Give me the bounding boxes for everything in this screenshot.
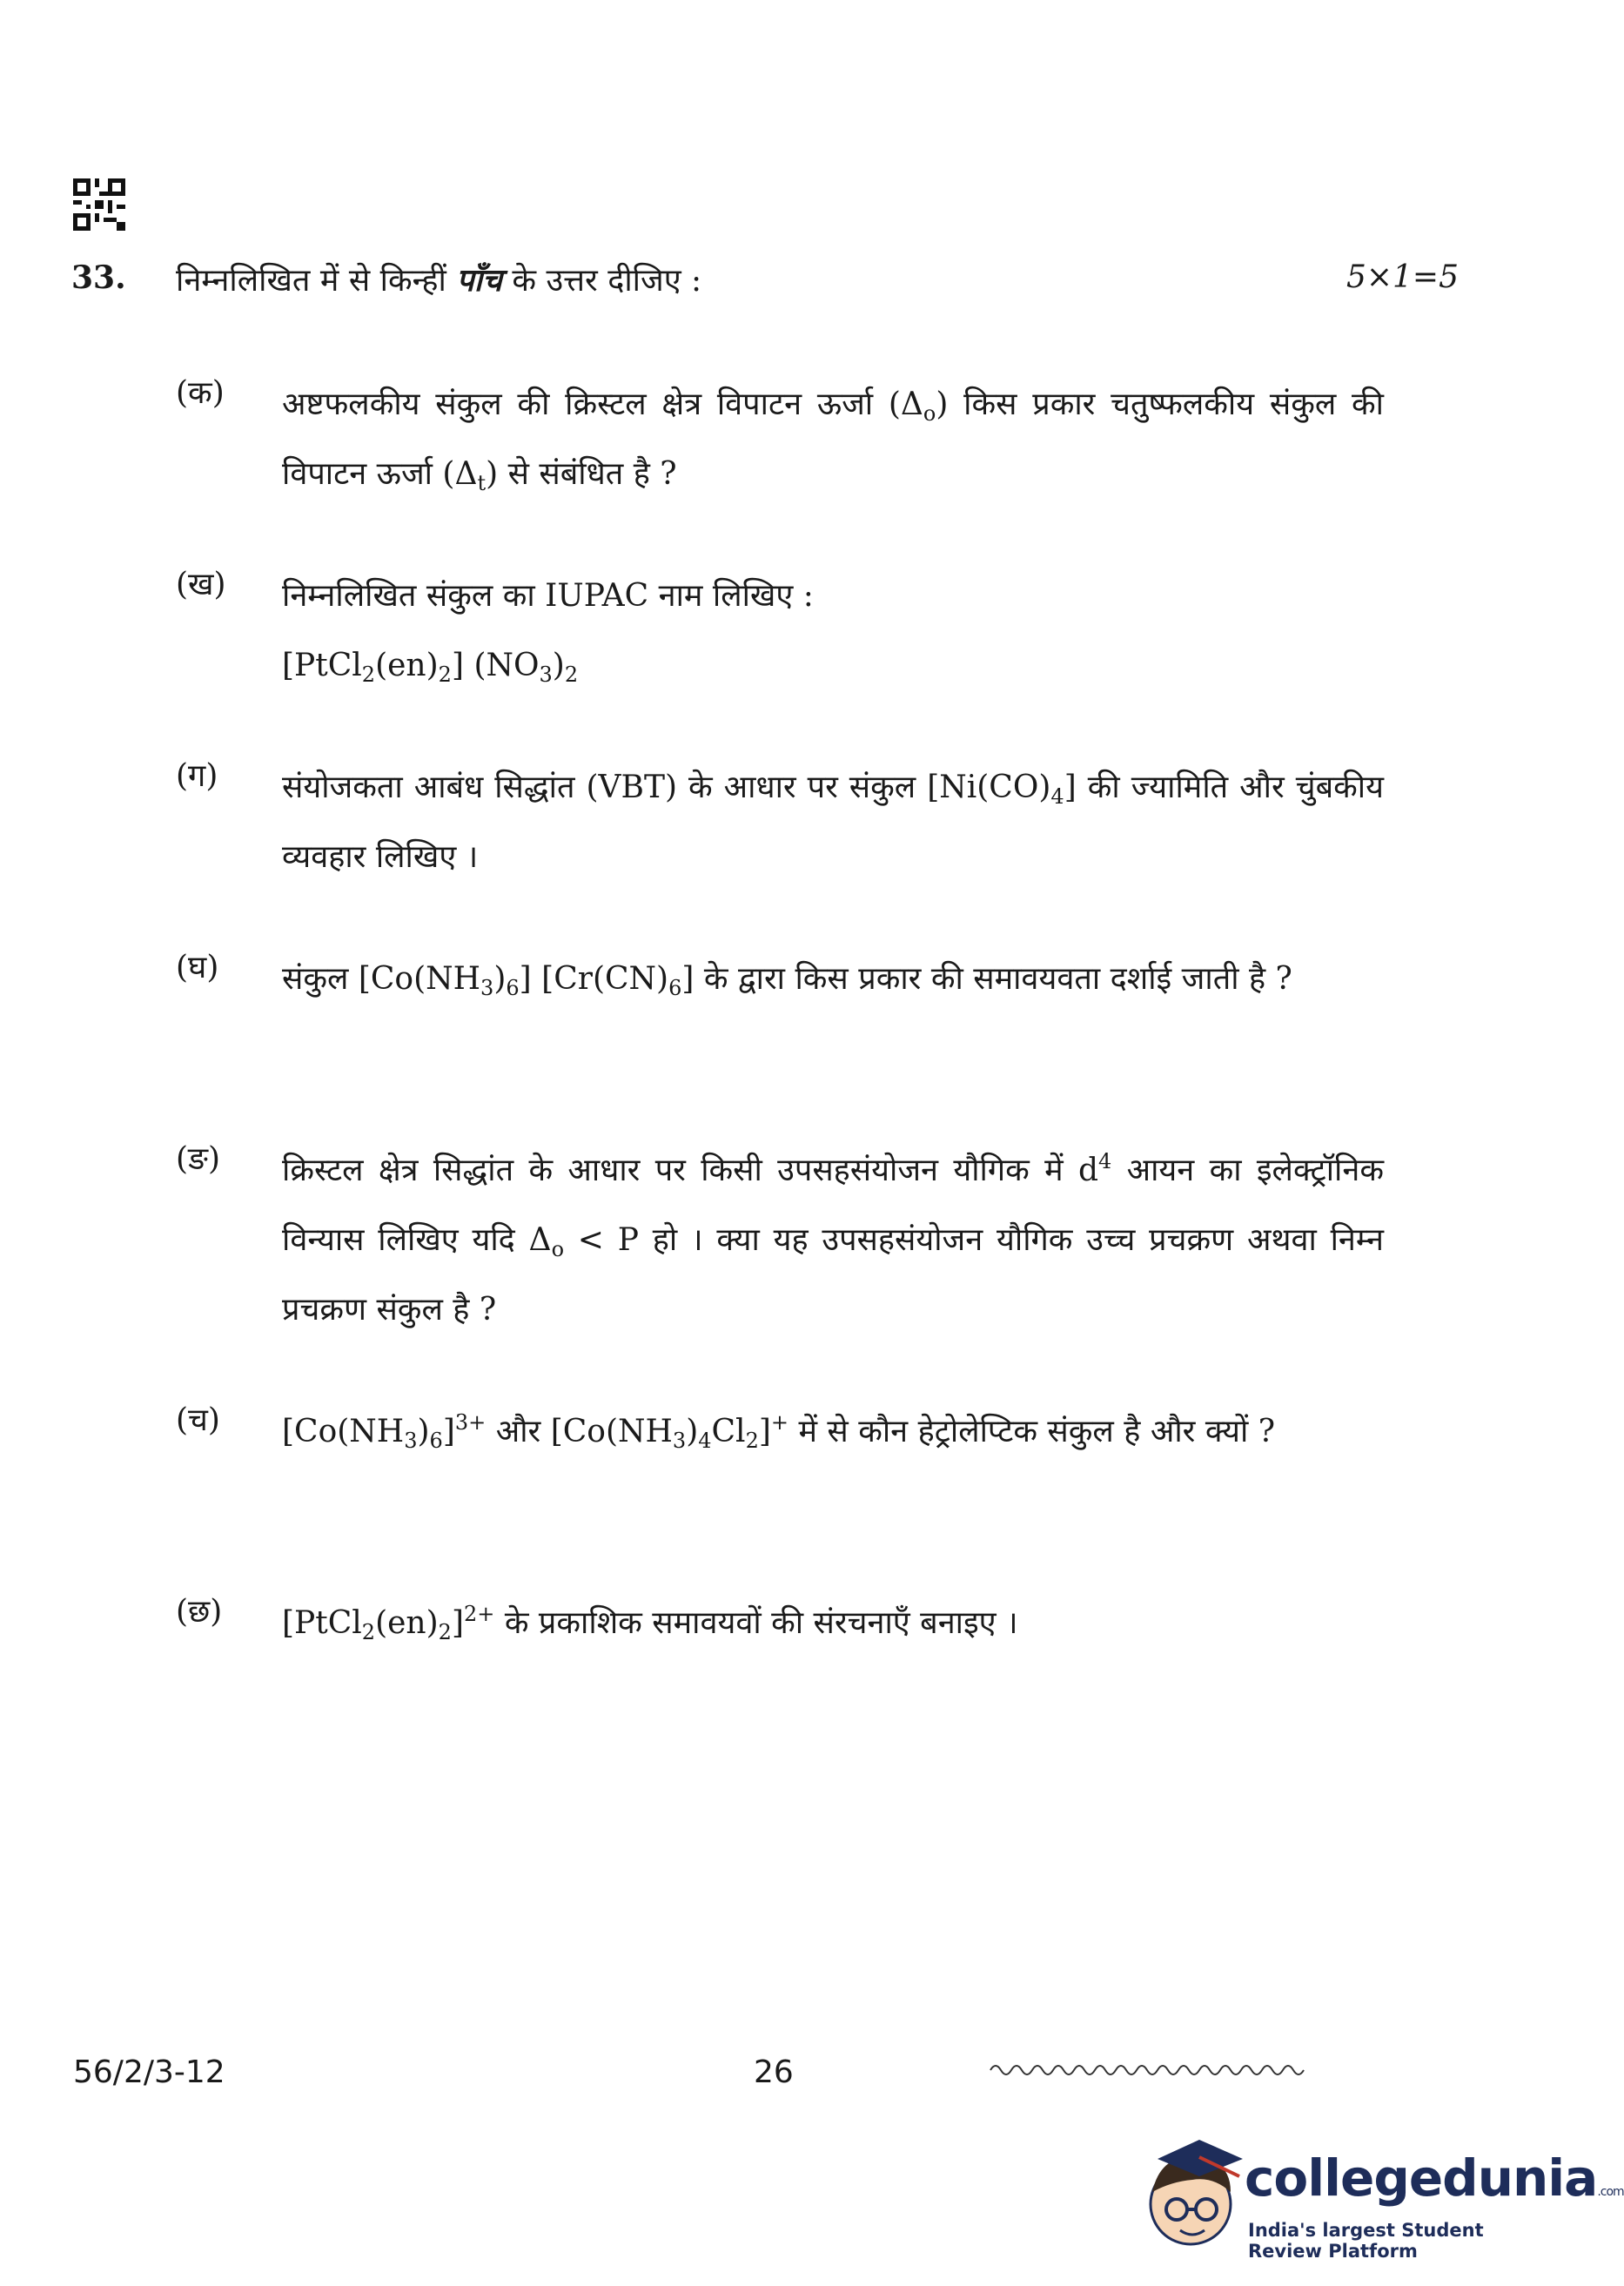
question-number: 33. (71, 259, 126, 296)
brand-name: collegedunia.com (1245, 2148, 1624, 2208)
sub-question-label: (ख) (176, 567, 226, 602)
sub-question-label: (छ) (176, 1594, 223, 1630)
sub-question-text: संकुल $[Co(NH_3)_6]$ $[Cr(CN)_6]$ के द्वारा किस प्रकार की समावयवता दर्शाई जाती है ? (282, 961, 1292, 1000)
instruction-emphasis: पाँच (456, 262, 502, 299)
chemical-formula: $[PtCl_2(en)_2]$ $(NO_3)_2$ (282, 648, 579, 687)
sub-question-label: (क) (176, 375, 225, 411)
instruction-text: निम्नलिखित में से किन्हीं (176, 263, 446, 299)
instruction-text-end: के उत्तर दीजिए : (512, 263, 702, 299)
page-number: 26 (754, 2054, 794, 2090)
marks-allocation: 5×1=5 (1346, 259, 1459, 295)
sub-question-text (282, 561, 1384, 701)
sub-question-label: (च) (176, 1402, 220, 1438)
sub-question-text: क्रिस्टल क्षेत्र सिद्धांत के आधार पर किसी उपसहसंयोजन यौगिक में $d^4$ आयन का इलेक्ट्रॉनिक विन्यास लिखिए यदि $\Delta_o < P$ हो । क्या यह उपसहसंयोजन यौगिक उच्च प्रचक्रण अथवा निम्न प्रचक्रण संकुल है ? (282, 1149, 1385, 1328)
sub-question-text: संयोजकता आबंध सिद्धांत (VBT) के आधार पर संकुल $[Ni(CO)_4]$ की ज्यामिति और चुंबकीय व्यवहार लिखिए । (282, 770, 1384, 875)
sub-question-label: (घ) (176, 950, 219, 985)
question-instruction (176, 258, 701, 300)
brand-tagline: India's largest Student Review Platform (1248, 2220, 1484, 2262)
sub-question-text: $[Co(NH_3)_6]^{3+}$ और $[Co(NH_3)_4Cl_2]^+$ में से कौन हेट्रोलेप्टिक संकुल है और क्यों ? (282, 1410, 1276, 1453)
sub-question-text: $[PtCl_2(en)_2]^{2+}$ के प्रकाशिक समावयवों की संरचनाएँ बनाइए । (282, 1602, 1018, 1644)
sub-question-label: (ङ) (176, 1141, 221, 1177)
paper-code: 56/2/3-12 (73, 2054, 225, 2090)
qr-code-icon (73, 178, 125, 231)
wavy-line-decoration (990, 2060, 1304, 2081)
sub-question-label: (ग) (176, 758, 218, 794)
sub-question-text: अष्टफलकीय संकुल की क्रिस्टल क्षेत्र विपाटन ऊर्जा $(\Delta_o)$ किस प्रकार चतुष्फलकीय संकुल की विपाटन ऊर्जा $(\Delta_t)$ से संबंधित है ? (282, 387, 1384, 495)
sub-question-line: निम्नलिखित संकुल का IUPAC नाम लिखिए : (282, 578, 814, 614)
